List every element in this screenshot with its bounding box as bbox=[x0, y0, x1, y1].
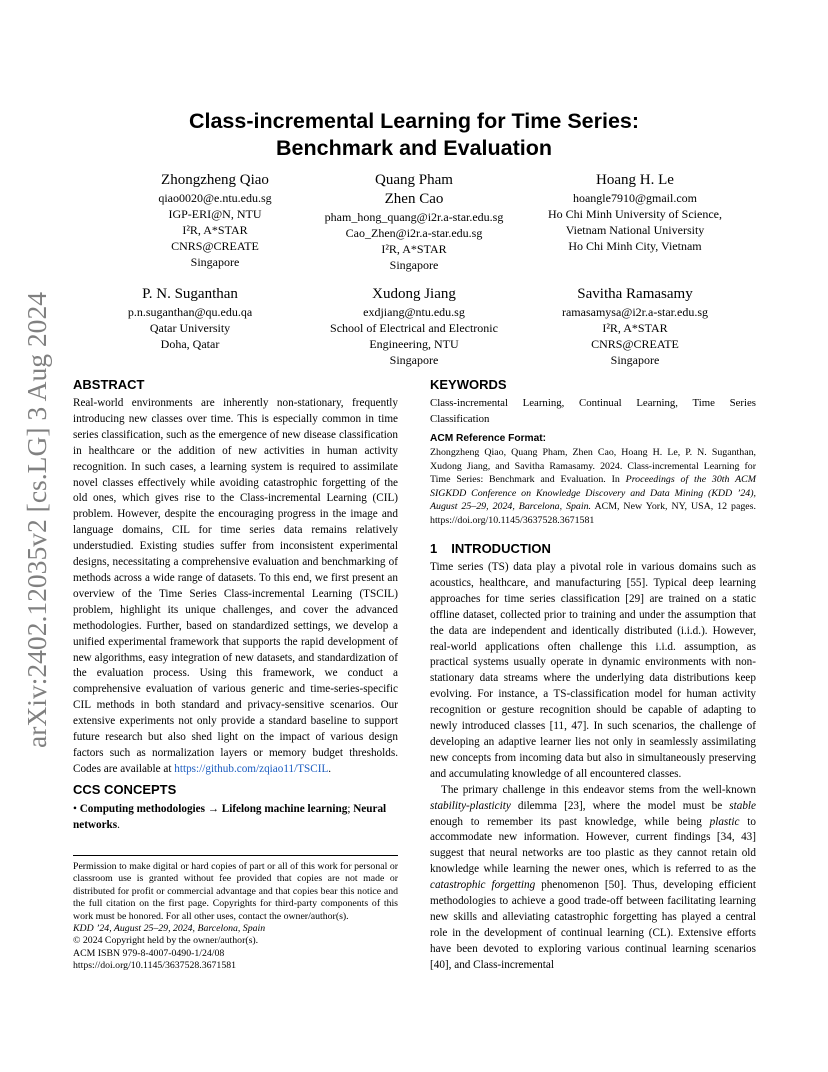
author-email: pham_hong_quang@i2r.a-star.edu.sg bbox=[324, 210, 504, 224]
intro-paragraph-2 bbox=[430, 783, 756, 974]
text-run: The primary challenge in this endeavor stems from the well-known bbox=[441, 783, 756, 796]
introduction-heading bbox=[430, 541, 551, 557]
text-run: dilemma [23], where the model must be bbox=[510, 799, 730, 812]
ccs-concept: Computing methodologies bbox=[79, 803, 205, 815]
title-line-2: Benchmark and Evaluation bbox=[276, 136, 552, 160]
ccs-concept: Neural networks bbox=[73, 803, 387, 831]
paper-title bbox=[0, 108, 828, 162]
emphasis: plastic bbox=[709, 815, 740, 828]
author-affiliation: Ho Chi Minh University of Science, bbox=[548, 207, 722, 221]
abstract-end: . bbox=[328, 762, 332, 775]
ccs-bullet: • bbox=[73, 803, 80, 815]
permission-block bbox=[73, 861, 398, 973]
author-email: Cao_Zhen@i2r.a-star.edu.sg bbox=[345, 226, 483, 240]
author-affiliation: CNRS@CREATE bbox=[171, 239, 259, 253]
author-block-5 bbox=[299, 285, 529, 368]
ccs-separator: ; bbox=[347, 803, 351, 815]
author-name: Quang Pham bbox=[375, 172, 453, 188]
author-country: Doha, Qatar bbox=[160, 337, 220, 351]
author-email: p.n.suganthan@qu.edu.qa bbox=[127, 305, 253, 319]
author-block-2 bbox=[299, 171, 529, 273]
author-block-1 bbox=[115, 171, 315, 270]
keywords-heading: KEYWORDS bbox=[430, 377, 507, 392]
author-affiliation: School of Electrical and Electronic bbox=[330, 321, 498, 335]
author-name: Savitha Ramasamy bbox=[577, 286, 693, 302]
arxiv-identifier bbox=[2, 290, 58, 750]
permission-text: Permission to make digital or hard copies of part or all of this work for personal or classroom use is granted without fee provided that copies are not made or distributed for profit or commercial advantage and that copies bear this notice and the full citation on the first page. Copyrights for third-party components of this work must be honored. For all other uses, contact the owner/author(s). bbox=[73, 861, 398, 922]
acm-reference-part: ACM, New York, NY, USA, 12 pages. https://doi.org/10.1145/3637528.3671581 bbox=[430, 501, 756, 526]
author-affiliation: Qatar University bbox=[149, 321, 231, 335]
text-run: enough to remember its past knowledge, while being bbox=[430, 815, 710, 828]
isbn-line: ACM ISBN 979-8-4007-0490-1/24/08 bbox=[73, 947, 225, 959]
section-number: 1 bbox=[430, 541, 438, 556]
author-name: Zhen Cao bbox=[384, 191, 444, 207]
author-affiliation: CNRS@CREATE bbox=[591, 337, 679, 351]
author-name: Hoang H. Le bbox=[596, 172, 674, 188]
ccs-concept: Lifelong machine learning bbox=[221, 803, 348, 815]
intro-paragraph-1: Time series (TS) data play a pivotal role in various domains such as acoustics, healthcare, and manufacturing [55]. Typical deep learning approaches for time series classification [29] are trained on a static offline dataset, collected prior to training and under the assumption that the data are independent and identically distributed (i.i.d.). However, real-world applications often challenge this i.i.d. assumption, as practical systems usually operate in dynamic environments with non-stationary data streams where the underlying data distributions keep evolving. For instance, a TS-classification model for human activity recognition or gesture recognition should be capable of adapting to newly introduced classes [11, 47]. In such scenarios, the challenge of developing an adaptive learner lies not only in seamlessly assimilating new concepts from incoming data but also in simultaneously preserving and accumulating knowledge of all encountered classes. bbox=[430, 561, 756, 780]
ccs-arrow: → bbox=[204, 803, 222, 815]
arxiv-identifier-text: arXiv:2402.12035v2 [cs.LG] 3 Aug 2024 bbox=[21, 292, 52, 748]
footnote-divider bbox=[73, 855, 398, 856]
author-email: qiao0020@e.ntu.edu.sg bbox=[158, 191, 272, 205]
ccs-end: . bbox=[117, 818, 120, 831]
author-country: Singapore bbox=[389, 353, 439, 367]
keywords-text: Class-incremental Learning, Continual Learning, Time Series Classification bbox=[430, 397, 756, 425]
author-block-6 bbox=[525, 285, 745, 368]
author-affiliation: Engineering, NTU bbox=[369, 337, 459, 351]
author-country: Ho Chi Minh City, Vietnam bbox=[568, 239, 702, 253]
author-country: Singapore bbox=[610, 353, 660, 367]
emphasis: stable bbox=[729, 799, 756, 812]
author-email: exdjiang@ntu.edu.sg bbox=[363, 305, 465, 319]
abstract-heading: ABSTRACT bbox=[73, 377, 145, 392]
author-affiliation: Vietnam National University bbox=[565, 223, 705, 237]
ccs-concepts bbox=[73, 802, 398, 834]
introduction-body bbox=[430, 560, 756, 974]
author-block-3 bbox=[525, 171, 745, 254]
section-title: INTRODUCTION bbox=[451, 541, 551, 556]
author-email: ramasamysa@i2r.a-star.edu.sg bbox=[561, 305, 708, 319]
text-run: phenomenon [50]. Thus, developing efficient methodologies to achieve a good trade-off between facilitating learning new skills and alleviating catastrophic forgetting has played a central role in the development of continual learning (CL). Extensive efforts have been devoted to exploring various continual learning scenarios [40], and Class-incremental bbox=[430, 879, 757, 971]
author-affiliation: I²R, A*STAR bbox=[602, 321, 668, 335]
code-link[interactable]: https://github.com/zqiao11/TSCIL bbox=[174, 762, 329, 775]
author-country: Singapore bbox=[190, 255, 240, 269]
author-affiliation: I²R, A*STAR bbox=[182, 223, 248, 237]
author-block-4 bbox=[90, 285, 290, 352]
author-name: Zhongzheng Qiao bbox=[161, 172, 269, 188]
acm-reference-text bbox=[430, 446, 756, 527]
abstract-body bbox=[73, 396, 398, 778]
copyright-line: © 2024 Copyright held by the owner/author(s). bbox=[73, 935, 259, 947]
acm-reference-venue: Proceedings of the 30th ACM SIGKDD Conference on Knowledge Discovery and Data Mining (KDD ’24), August 25–29, 2024, Barcelona, Spain. bbox=[430, 474, 756, 512]
emphasis: catastrophic forgetting bbox=[430, 879, 536, 892]
acm-reference-heading: ACM Reference Format: bbox=[430, 433, 547, 444]
ccs-heading: CCS CONCEPTS bbox=[73, 782, 177, 797]
venue-line: KDD ’24, August 25–29, 2024, Barcelona, Spain bbox=[73, 923, 266, 935]
emphasis: stability-plasticity bbox=[430, 799, 511, 812]
acm-reference-part: Zhongzheng Qiao, Quang Pham, Zhen Cao, Hoang H. Le, P. N. Suganthan, Xudong Jiang, and Savitha Ramasamy. 2024. Class-incremental Learning for Time Series: Benchmark and Evaluation. In bbox=[430, 447, 756, 485]
author-name: Xudong Jiang bbox=[372, 286, 456, 302]
abstract-text: Real-world environments are inherently non-stationary, frequently introducing new classes over time. This is especially common in time series classification, such as the emergence of new disease classification in healthcare or the addition of new activities in human activity recognition. In such cases, a learning system is required to assimilate novel classes effectively while avoiding catastrophic forgetting of the old ones, which gives rise to the Class-incremental Learning (CIL) problem. However, despite the encouraging progress in the image and language domains, CIL for time series data remains relatively understudied. Existing studies suffer from inconsistent experimental designs, necessitating a comprehensive evaluation and benchmarking of methods across a wide range of datasets. To this end, we first present an overview of the Time Series Class-incremental Learning (TSCIL) problem, highlight its unique challenges, and cover the advanced methodologies. Further, based on standardized settings, we develop a unified experimental framework that supports the rapid development of new algorithms, easy integration of new datasets, and standardization of the evaluation process. Using this framework, we conduct a comprehensive evaluation of various generic and time-series-specific CIL methods in both standard and privacy-sensitive scenarios. Our extensive experiments not only provide a standard baseline to support future research but also shed light on the impact of various design factors such as normalization layers or memory budget thresholds. Codes are available at bbox=[73, 397, 398, 775]
author-affiliation: IGP-ERI@N, NTU bbox=[168, 207, 262, 221]
author-email: hoangle7910@gmail.com bbox=[572, 191, 698, 205]
text-run: to accommodate new information. However, current findings [34, 43] suggest that neural networks are too plastic as they cannot retain old knowledge while learning the newer ones, which is referred to as the bbox=[430, 815, 756, 876]
author-name: P. N. Suganthan bbox=[142, 286, 238, 302]
title-line-1: Class-incremental Learning for Time Series: bbox=[188, 109, 640, 133]
doi-line: https://doi.org/10.1145/3637528.3671581 bbox=[73, 960, 237, 972]
author-country: Singapore bbox=[389, 258, 439, 272]
author-affiliation: I²R, A*STAR bbox=[381, 242, 447, 256]
